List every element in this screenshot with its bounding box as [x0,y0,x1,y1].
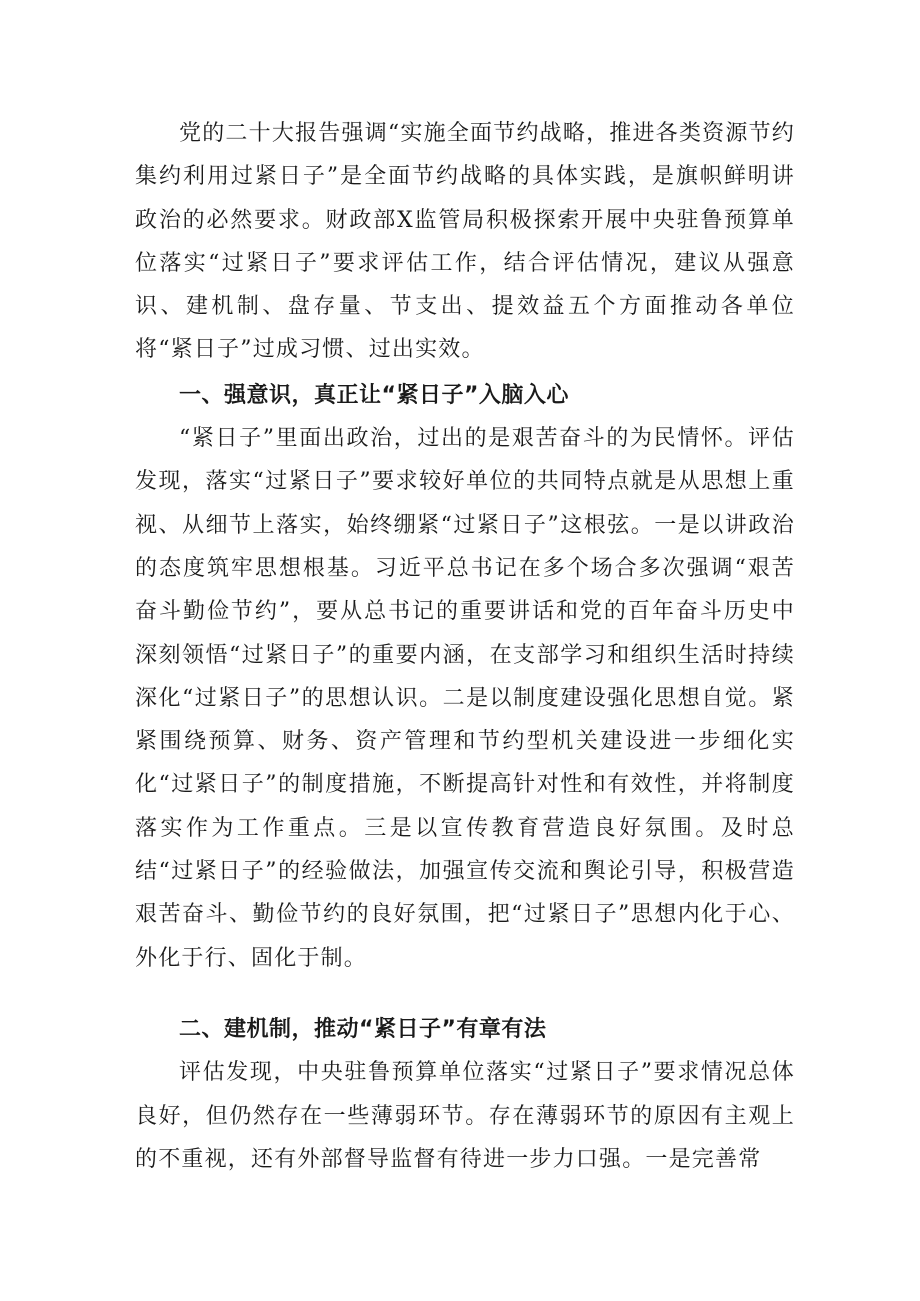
document-page [135,112,795,1181]
section-1-body: “紧日子”里面出政治，过出的是艰苦奋斗的为民情怀。评估发现，落实“过紧日子”要求较好单位的共同特点就是从思想上重视、从细节上落实，始终绷紧“过紧日子”这根弦。一是以讲政治的态度筑牢思想根基。习近平总书记在多个场合多次强调“艰苦奋斗勤俭节约”，要从总书记的重要讲话和党的百年奋斗历史中深刻领悟“过紧日子”的重要内涵，在支部学习和组织生活时持续深化“过紧日子”的思想认识。二是以制度建设强化思想自觉。紧紧围绕预算、财务、资产管理和节约型机关建设进一步细化实化“过紧日子”的制度措施，不断提高针对性和有效性，并将制度落实作为工作重点。三是以宣传教育营造良好氛围。及时总结“过紧日子”的经验做法，加强宣传交流和舆论引导，积极营造艰苦奋斗、勤俭节约的良好氛围，把“过紧日子”思想内化于心、外化于行、固化于制。 [135,426,795,971]
section-2-heading: 二、建机制，推动“紧日子”有章有法 [179,1016,547,1042]
spacer [135,980,795,1008]
section-2-body: 评估发现，中央驻鲁预算单位落实“过紧日子”要求情况总体良好，但仍然存在一些薄弱环节。存在薄弱环节的原因有主观上的不重视，还有外部督导监督有待进一步力口强。一是完善常 [135,1060,795,1172]
section-1-heading: 一、强意识，真正让“紧日子”入脑入心 [179,382,569,408]
intro-paragraph: 党的二十大报告强调“实施全面节约战略，推进各类资源节约集约利用过紧日子”是全面节约战略的具体实践，是旗帜鲜明讲政治的必然要求。财政部X监管局积极探索开展中央驻鲁预算单位落实“过紧日子”要求评估工作，结合评估情况，建议从强意识、建机制、盘存量、节支出、提效益五个方面推动各单位将“紧日子”过成习惯、过出实效。 [135,121,795,363]
